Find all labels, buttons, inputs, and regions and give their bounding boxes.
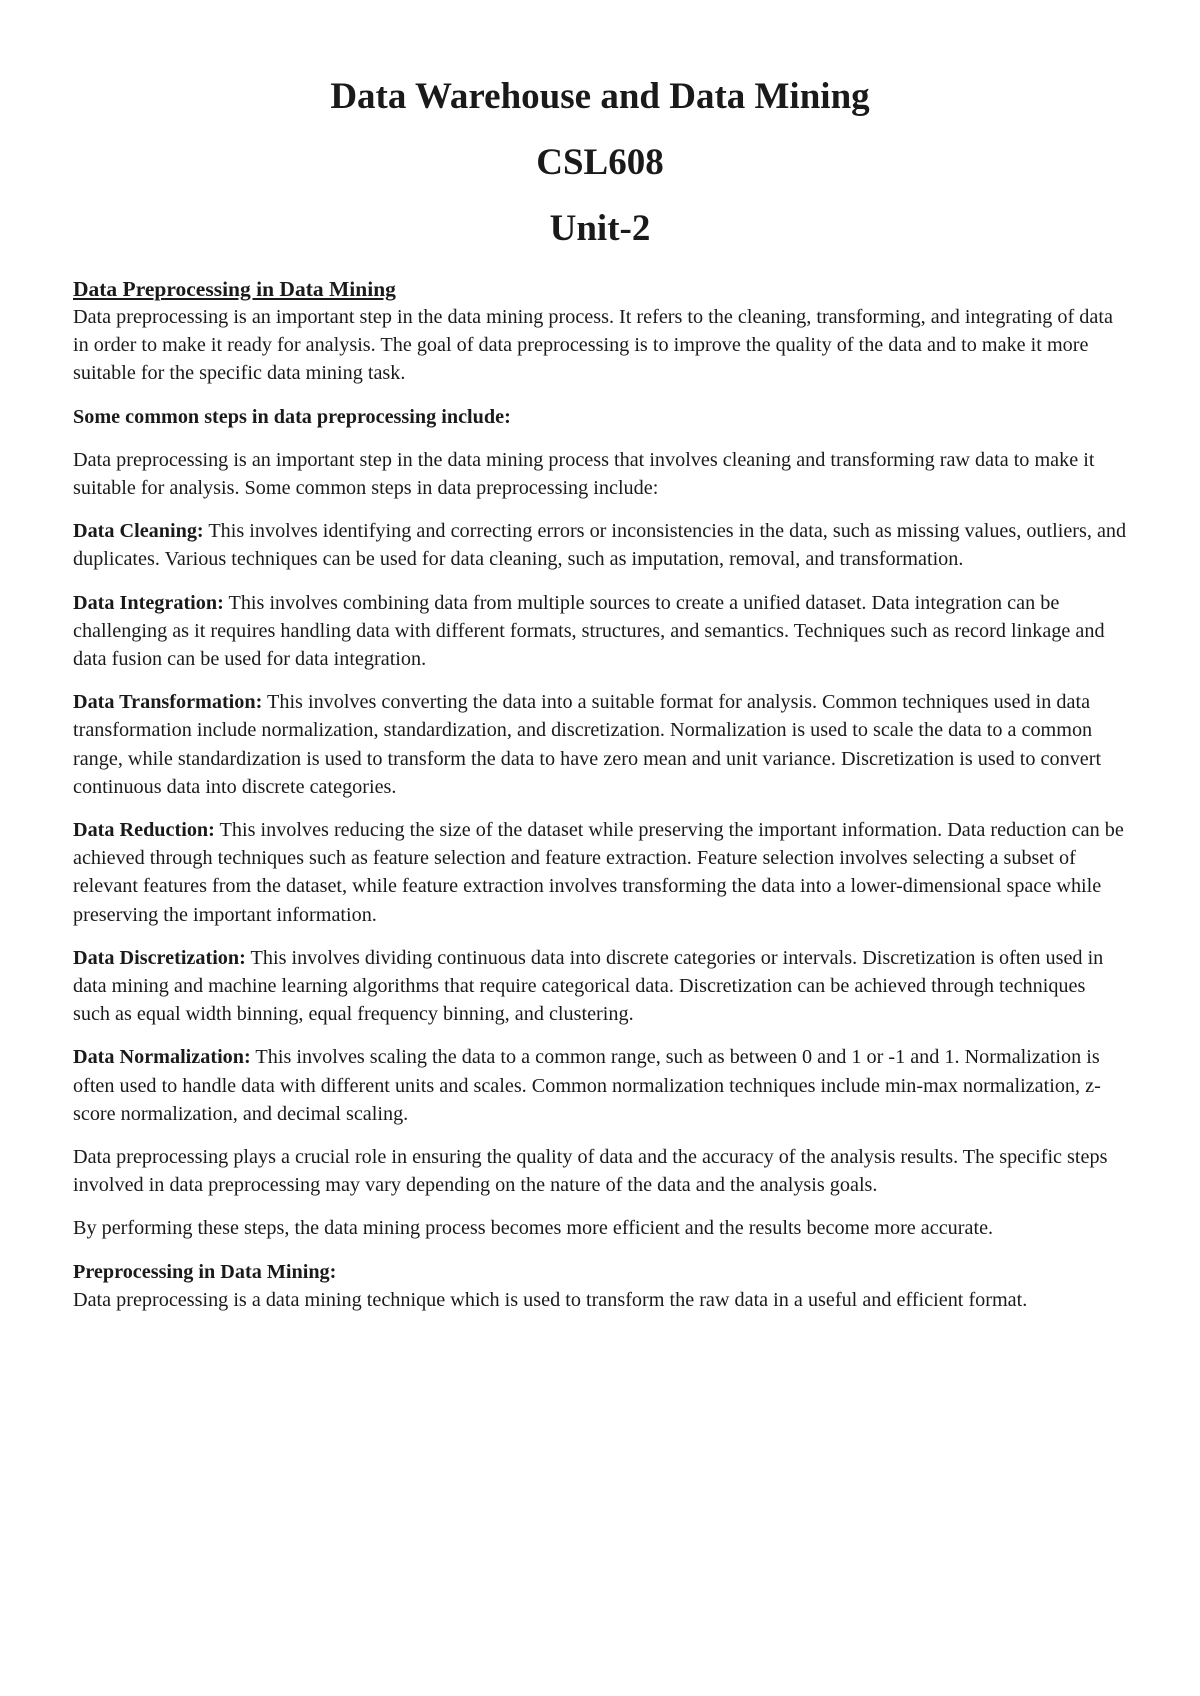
intro-paragraph: Data preprocessing is an important step in the data mining process. It refers to the cleaning, transforming, and integrating of data in order to make it ready for analysis. The goal of data preprocessing is to improve the quality of the data and to make it more suitable for the specific data mining task. bbox=[73, 306, 1113, 385]
item-term: Data Normalization: bbox=[73, 1046, 251, 1069]
item-term: Data Reduction: bbox=[73, 819, 215, 842]
item-text: This involves dividing continuous data into discrete categories or intervals. Discretization is often used in data mining and machine learning algorithms that require categorical data. Discretization can be achieved through techniques such as equal width binning, equal frequency binning, and clustering. bbox=[73, 946, 1104, 1026]
item-term: Data Discretization: bbox=[73, 946, 246, 969]
steps-heading: Some common steps in data preprocessing include: bbox=[73, 405, 511, 428]
item-text: This involves converting the data into a suitable format for analysis. Common techniques used in data transformation include normalization, standardization, and discretization. Normalization is used to scale the data to a common range, while standardization is used to transform the data to have zero mean and unit variance. Discretization is used to convert continuous data into discrete categories. bbox=[73, 691, 1102, 798]
item-data-cleaning bbox=[73, 517, 1127, 573]
sub-paragraph: Data preprocessing is a data mining technique which is used to transform the raw data in a useful and efficient format. bbox=[73, 1288, 1028, 1311]
item-text: This involves combining data from multiple sources to create a unified dataset. Data integration can be challenging as it requires handling data with different formats, structures, and semantics. Techniques such as record linkage and data fusion can be used for data integration. bbox=[73, 591, 1105, 671]
item-data-transformation bbox=[73, 688, 1127, 801]
section-heading: Data Preprocessing in Data Mining bbox=[73, 277, 396, 301]
item-data-integration bbox=[73, 589, 1127, 674]
item-term: Data Integration: bbox=[73, 591, 224, 614]
item-term: Data Transformation: bbox=[73, 691, 263, 714]
item-text: This involves reducing the size of the dataset while preserving the important information. Data reduction can be achieved through techniques such as feature selection and feature extraction. Feature selection involves selecting a subset of relevant features from the dataset, while feature extraction involves transforming the data into a lower-dimensional space while preserving the important information. bbox=[73, 819, 1124, 926]
item-data-normalization bbox=[73, 1043, 1127, 1128]
course-code: CSL608 bbox=[536, 142, 664, 183]
unit-label: Unit-2 bbox=[549, 208, 651, 249]
item-term: Data Cleaning: bbox=[73, 520, 204, 543]
closing-paragraph: Data preprocessing plays a crucial role in ensuring the quality of data and the accuracy of the analysis results. The specific steps involved in data preprocessing may vary depending on the nature of the data and the analysis goals. bbox=[73, 1146, 1108, 1197]
sub-heading: Preprocessing in Data Mining: bbox=[73, 1260, 337, 1283]
item-data-reduction bbox=[73, 816, 1127, 929]
item-text: This involves scaling the data to a common range, such as between 0 and 1 or -1 and 1. Normalization is often used to handle data with different units and scales. Common normalization techniques include min-max normalization, z-score normalization, and decimal scaling. bbox=[73, 1046, 1101, 1125]
steps-intro-paragraph: Data preprocessing is an important step in the data mining process that involves cleaning and transforming raw data to make it suitable for analysis. Some common steps in data preprocessing include: bbox=[73, 448, 1095, 500]
item-text: This involves identifying and correcting errors or inconsistencies in the data, such as missing values, outliers, and duplicates. Various techniques can be used for data cleaning, such as imputation, removal, and transformation. bbox=[73, 520, 1127, 571]
closing-paragraph-2: By performing these steps, the data mining process becomes more efficient and the results become more accurate. bbox=[73, 1217, 994, 1240]
document-title: Data Warehouse and Data Mining bbox=[330, 76, 870, 117]
item-data-discretization bbox=[73, 944, 1127, 1029]
